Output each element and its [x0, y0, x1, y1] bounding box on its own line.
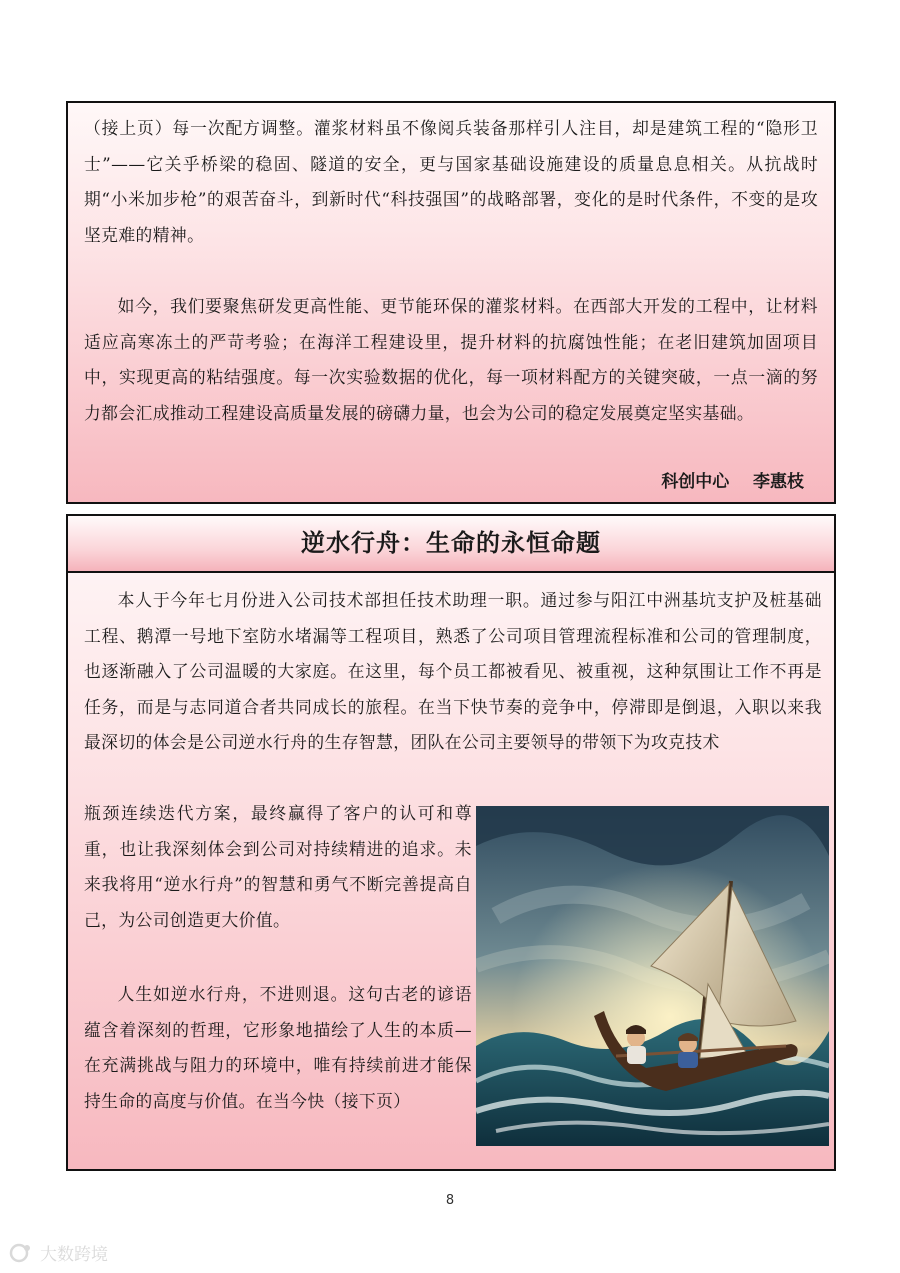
article2-paragraph-1-continued: 瓶颈连续迭代方案，最终赢得了客户的认可和尊重，也让我深刻体会到公司对持续精进的追求。未来我将用“逆水行舟”的智慧和勇气不断完善提高自己，为公司创造更大价值。 — [84, 803, 472, 930]
boat-in-storm-illustration — [476, 806, 829, 1146]
article1-paragraph-1: （接上页）每一次配方调整。灌浆材料虽不像阅兵装备那样引人注目，却是建筑工程的“隐形卫士”——它关乎桥梁的稳固、隧道的安全，更与国家基础设施建设的质量息息相关。从抗战时期“小米加步枪”的艰苦奋斗，到新时代“科技强国”的战略部署，变化的是时代条件，不变的是攻坚克难的精神。 — [84, 118, 818, 245]
article-continued-box — [66, 101, 836, 504]
page-number: 8 — [445, 1193, 455, 1208]
watermark-logo-icon — [8, 1242, 34, 1264]
article2-paragraph-1: 本人于今年七月份进入公司技术部担任技术助理一职。通过参与阳江中洲基坑支护及桩基础工程、鹅潭一号地下室防水堵漏等工程项目，熟悉了公司项目管理流程标准和公司的管理制度，也逐渐融入了公司温暖的大家庭。在这里，每个员工都被看见、被重视，这种氛围让工作不再是任务，而是与志同道合者共同成长的旅程。在当下快节奏的竞争中，停滞即是倒退，入职以来我最深切的体会是公司逆水行舟的生存智慧，团队在公司主要领导的带领下为攻克技术 — [84, 590, 822, 752]
article2-paragraph-2: 人生如逆水行舟，不进则退。这句古老的谚语蕴含着深刻的哲理，它形象地描绘了人生的本质—在充满挑战与阻力的环境中，唯有持续前进才能保持生命的高度与价值。在当今快（接下页） — [84, 984, 472, 1111]
article-title: 逆水行舟：生命的永恒命题 — [68, 516, 834, 573]
article-box — [66, 514, 836, 1171]
watermark-text: 大数跨境 — [40, 1245, 108, 1265]
author-signature: 科创中心 李惠枝 — [661, 472, 804, 492]
watermark — [8, 1240, 108, 1265]
article1-paragraph-2: 如今，我们要聚焦研发更高性能、更节能环保的灌浆材料。在西部大开发的工程中，让材料适应高寒冻土的严苛考验；在海洋工程建设里，提升材料的抗腐蚀性能；在老旧建筑加固项目中，实现更高的粘结强度。每一次实验数据的优化，每一项材料配方的关键突破，一点一滴的努力都会汇成推动工程建设高质量发展的磅礴力量，也会为公司的稳定发展奠定坚实基础。 — [84, 296, 818, 423]
